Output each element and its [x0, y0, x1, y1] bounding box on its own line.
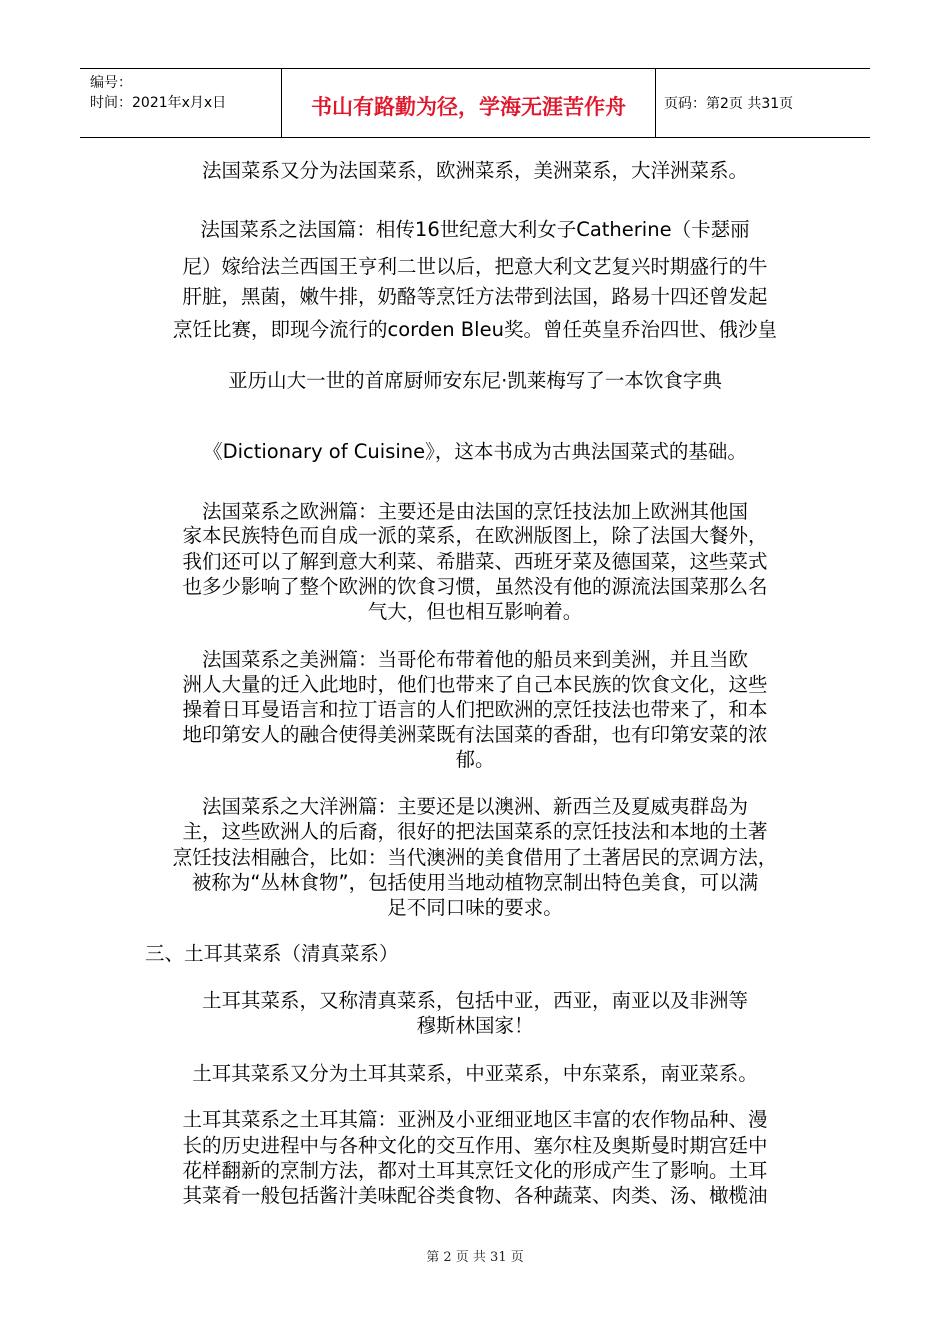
text-line: 土耳其菜系又分为土耳其菜系，中亚菜系，中东菜系，南亚菜系。 — [192, 1062, 758, 1085]
text-line: 花样翻新的烹制方法，都对土耳其烹饪文化的形成产生了影响。土耳 — [182, 1159, 768, 1182]
text-line: 亚历山大一世的首席厨师安东尼·凯莱梅写了一本饮食字典 — [228, 369, 722, 392]
text-line: 肝脏，黑菌，嫩牛排，奶酪等烹饪方法带到法国，路易十四还曾发起 — [182, 285, 768, 308]
text-line: 地印第安人的融合使得美洲菜既有法国菜的香甜，也有印第安菜的浓 — [182, 723, 768, 746]
text-line: 气大，但也相互影响着。 — [367, 600, 583, 623]
text-line: 长的历史进程中与各种文化的交互作用、塞尔柱及奥斯曼时期宫廷中 — [182, 1134, 768, 1157]
text-line: 尼）嫁给法兰西国王亨利二世以后，把意大利文艺复兴时期盛行的牛 — [182, 255, 768, 278]
text-line: 家本民族特色而自成一派的菜系，在欧洲版图上，除了法国大餐外， — [182, 524, 768, 547]
text-line: 被称为“丛林食物”，包括使用当地动植物烹制出特色美食，可以满 — [191, 871, 759, 894]
number-label: 编号： — [90, 75, 132, 91]
text-line: 其菜肴一般包括酱汁美味配谷类食物、各种蔬菜、肉类、汤、橄榄油 — [182, 1184, 768, 1207]
text-line: 我们还可以了解到意大利菜、希腊菜、西班牙菜及德国菜，这些菜式 — [182, 550, 768, 573]
page-header — [80, 68, 870, 138]
text-line: 洲人大量的迁入此地时，他们也带来了自己本民族的饮食文化，这些 — [182, 673, 768, 696]
header-page-info: 页码：第2页 共31页 — [664, 96, 794, 112]
page-footer: 第 2 页 共 31 页 — [426, 1250, 524, 1265]
text-line: 烹饪比赛，即现今流行的corden Bleu奖。曾任英皇乔治四世、俄沙皇 — [173, 318, 777, 341]
text-line: 土耳其菜系之土耳其篇：亚洲及小亚细亚地区丰富的农作物品种、漫 — [182, 1108, 768, 1131]
text-line: 主，这些欧洲人的后裔，很好的把法国菜系的烹饪技法和本地的土著 — [182, 820, 768, 843]
text-line: 也多少影响了整个欧洲的饮食习惯，虽然没有他的源流法国菜那么名 — [182, 575, 768, 598]
header-meta-cell — [80, 69, 282, 137]
text-line: 操着日耳曼语言和拉丁语言的人们把欧洲的烹饪技法也带来了，和本 — [182, 698, 768, 721]
text-line: 郁。 — [455, 748, 495, 771]
section-heading: 三、土耳其菜系（清真菜系） — [145, 942, 399, 965]
text-line: 法国菜系之法国篇：相传16世纪意大利女子Catherine（卡瑟丽 — [200, 218, 750, 241]
text-line: 《Dictionary of Cuisine》，这本书成为古典法国菜式的基础。 — [203, 440, 747, 463]
text-line: 足不同口味的要求。 — [387, 896, 563, 919]
text-line: 法国菜系又分为法国菜系，欧洲菜系，美洲菜系，大洋洲菜系。 — [201, 159, 748, 182]
text-line: 法国菜系之欧洲篇：主要还是由法国的烹饪技法加上欧洲其他国 — [201, 500, 748, 523]
text-line: 法国菜系之美洲篇：当哥伦布带着他的船员来到美洲，并且当欧 — [201, 648, 748, 671]
text-line: 法国菜系之大洋洲篇：主要还是以澳洲、新西兰及夏威夷群岛为 — [201, 795, 748, 818]
text-line: 土耳其菜系，又称清真菜系，包括中亚，西亚，南亚以及非洲等 — [201, 989, 748, 1012]
time-label: 时间：2021年x月x日 — [90, 95, 227, 111]
header-motto: 书山有路勤为径，学海无涯苦作舟 — [282, 69, 656, 137]
text-line: 烹饪技法相融合，比如：当代澳洲的美食借用了土著居民的烹调方法， — [172, 846, 778, 869]
text-line: 穆斯林国家！ — [416, 1014, 534, 1037]
